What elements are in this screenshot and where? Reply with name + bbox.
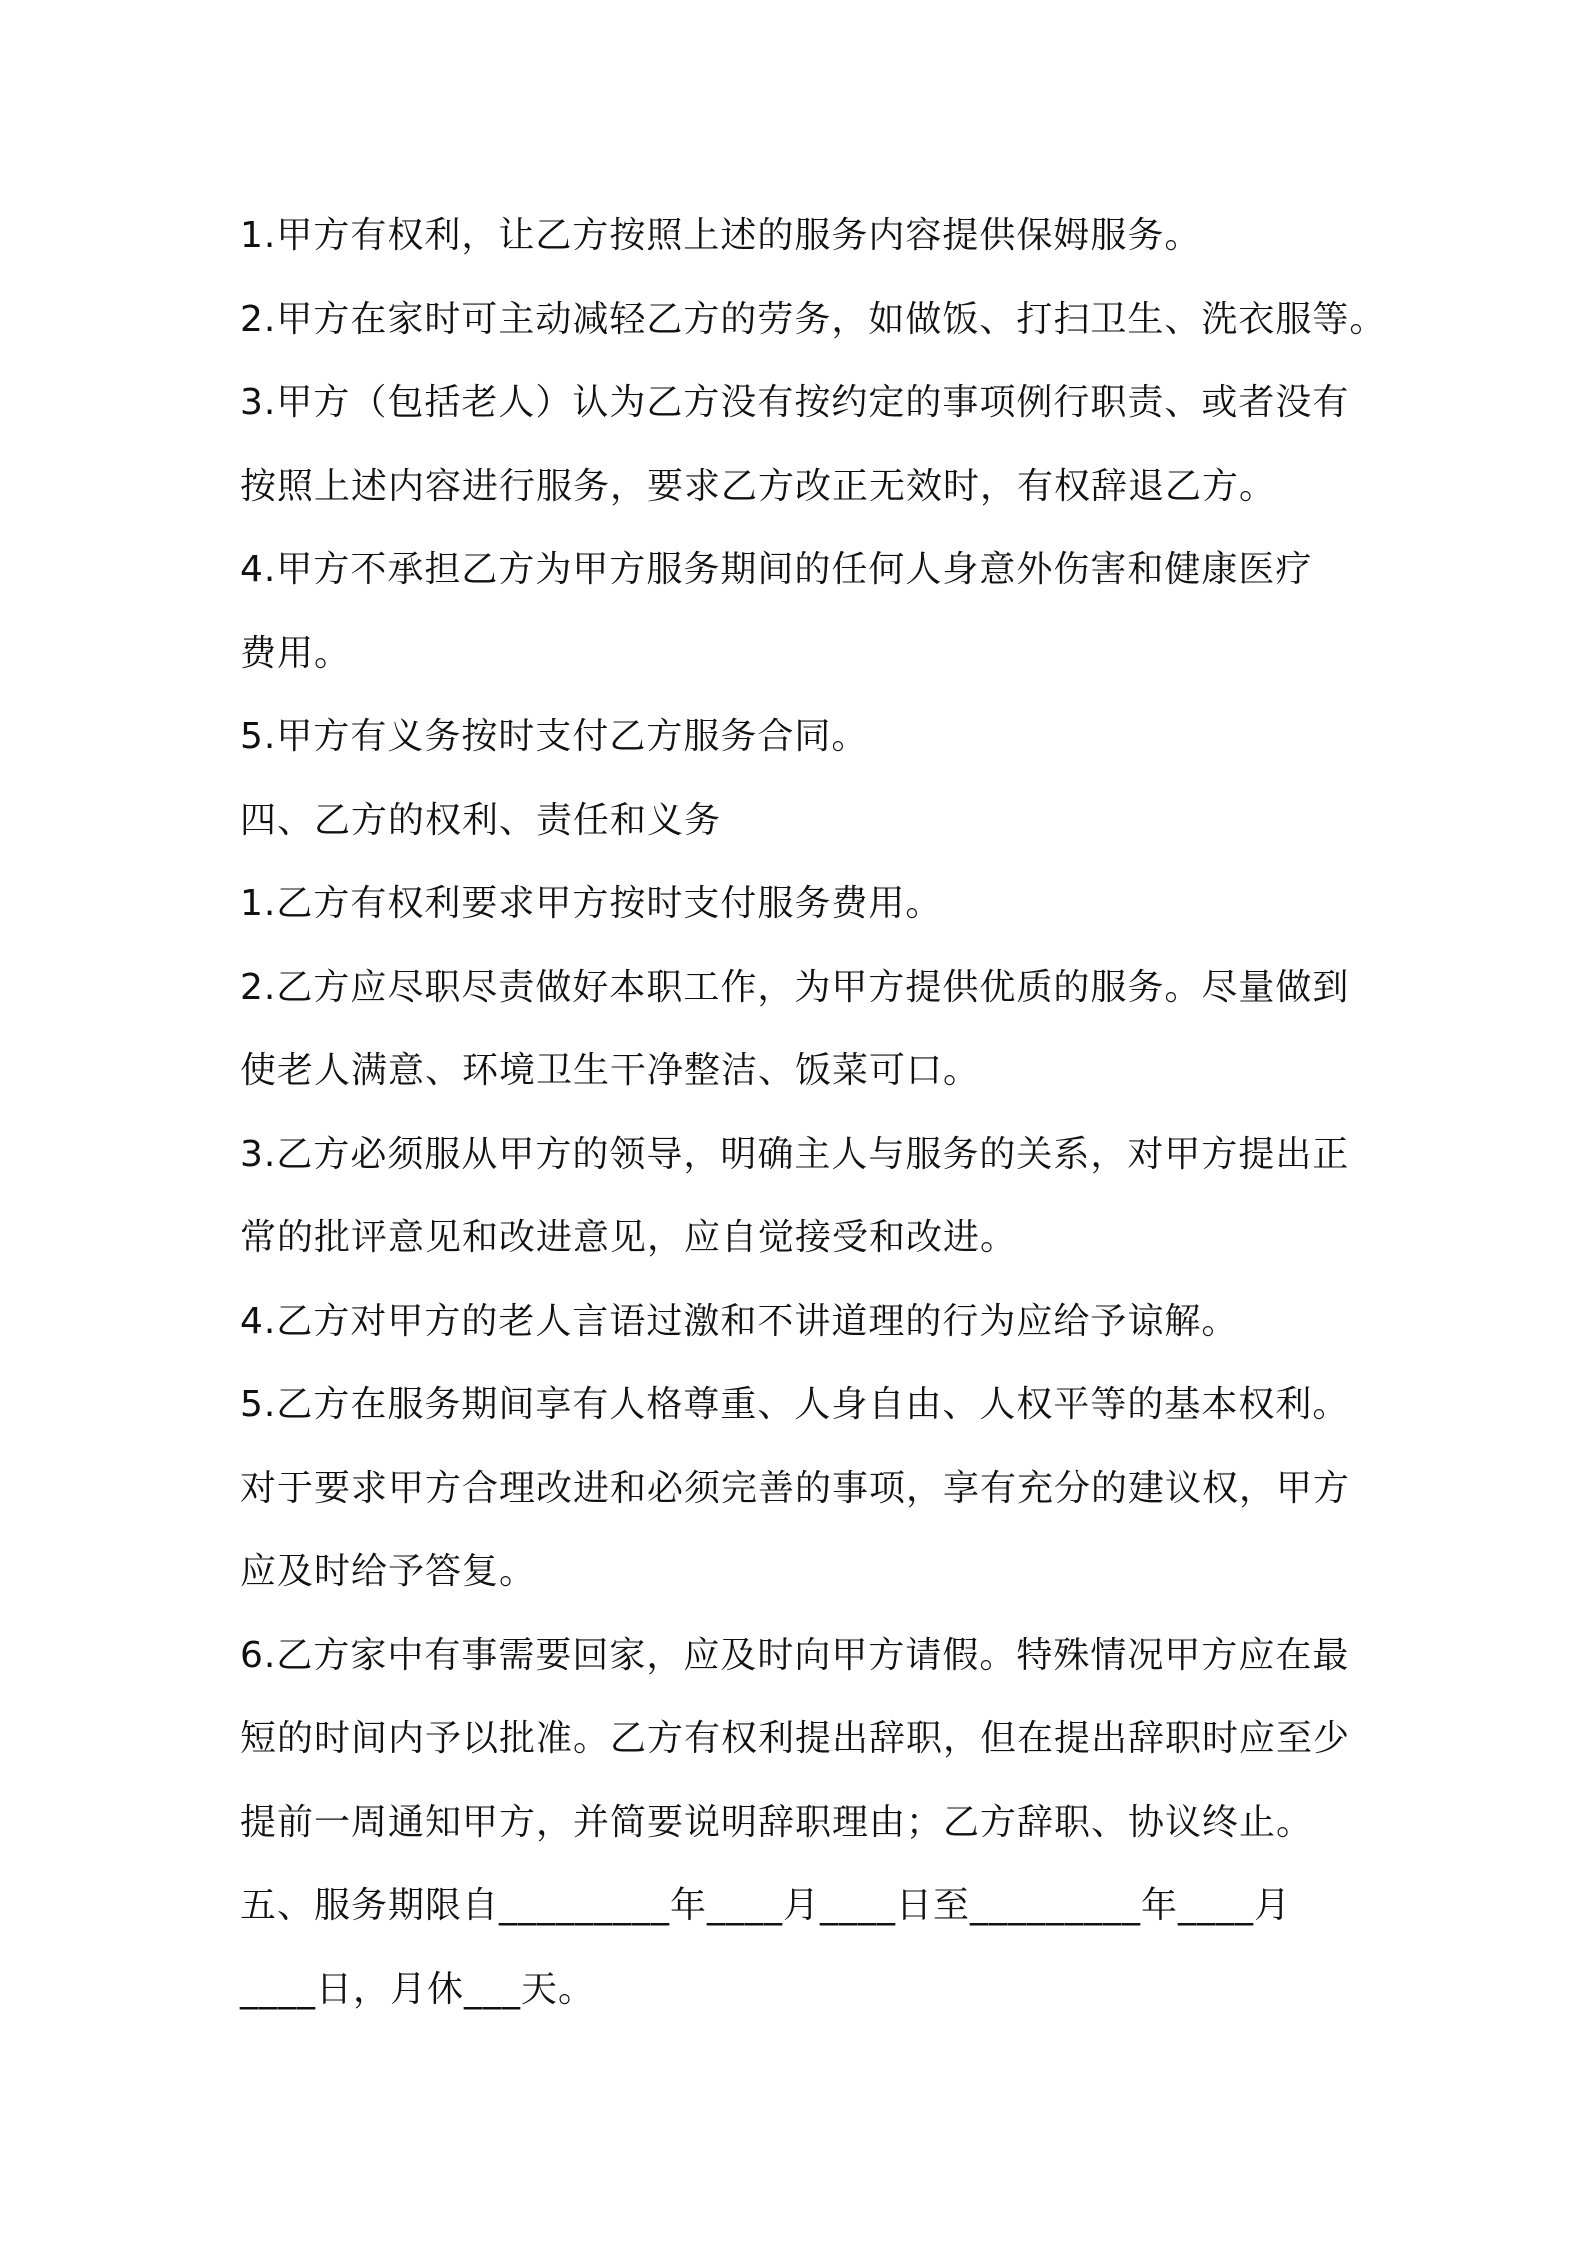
text-line: 1.甲方有权利，让乙方按照上述的服务内容提供保姆服务。 (240, 215, 1202, 256)
text-line: 使老人满意、环境卫生干净整洁、饭菜可口。 (240, 1050, 981, 1091)
text-line: 5.乙方在服务期间享有人格尊重、人身自由、人权平等的基本权利。 (240, 1384, 1350, 1425)
text-line: 常的批评意见和改进意见，应自觉接受和改进。 (240, 1217, 1018, 1258)
text-line: 提前一周通知甲方，并简要说明辞职理由；乙方辞职、协议终止。 (240, 1801, 1314, 1843)
text-line: 按照上述内容进行服务，要求乙方改正无效时，有权辞退乙方。 (240, 465, 1277, 507)
text-line: 4.乙方对甲方的老人言语过激和不讲道理的行为应给予谅解。 (240, 1300, 1239, 1342)
text-line: ____日，月休___天。 (240, 1968, 596, 2010)
text-line: 1.乙方有权利要求甲方按时支付服务费用。 (240, 883, 943, 924)
text-line: 短的时间内予以批准。乙方有权利提出辞职，但在提出辞职时应至少 (240, 1718, 1351, 1759)
text-line: 3.乙方必须服从甲方的领导，明确主人与服务的关系，对甲方提出正 (240, 1133, 1350, 1175)
text-line: 费用。 (240, 632, 352, 674)
text-line: 对于要求甲方合理改进和必须完善的事项，享有充分的建议权，甲方 (240, 1467, 1351, 1509)
text-line: 应及时给予答复。 (240, 1551, 537, 1592)
text-line: 3.甲方（包括老人）认为乙方没有按约定的事项例行职责、或者没有 (240, 382, 1350, 423)
document-body (240, 194, 1387, 2031)
text-line: 2.甲方在家时可主动减轻乙方的劳务，如做饭、打扫卫生、洗衣服等。 (240, 298, 1387, 340)
text-line: 4.甲方不承担乙方为甲方服务期间的任何人身意外伤害和健康医疗 (240, 549, 1313, 590)
text-line: 2.乙方应尽职尽责做好本职工作，为甲方提供优质的服务。尽量做到 (240, 966, 1350, 1008)
section-heading: 五、服务期限自_________年____月____日至_________年____月 (240, 1885, 1292, 1926)
text-line: 5.甲方有义务按时支付乙方服务合同。 (240, 716, 869, 757)
section-heading: 四、乙方的权利、责任和义务 (240, 799, 722, 841)
text-line: 6.乙方家中有事需要回家，应及时向甲方请假。特殊情况甲方应在最 (240, 1634, 1350, 1676)
